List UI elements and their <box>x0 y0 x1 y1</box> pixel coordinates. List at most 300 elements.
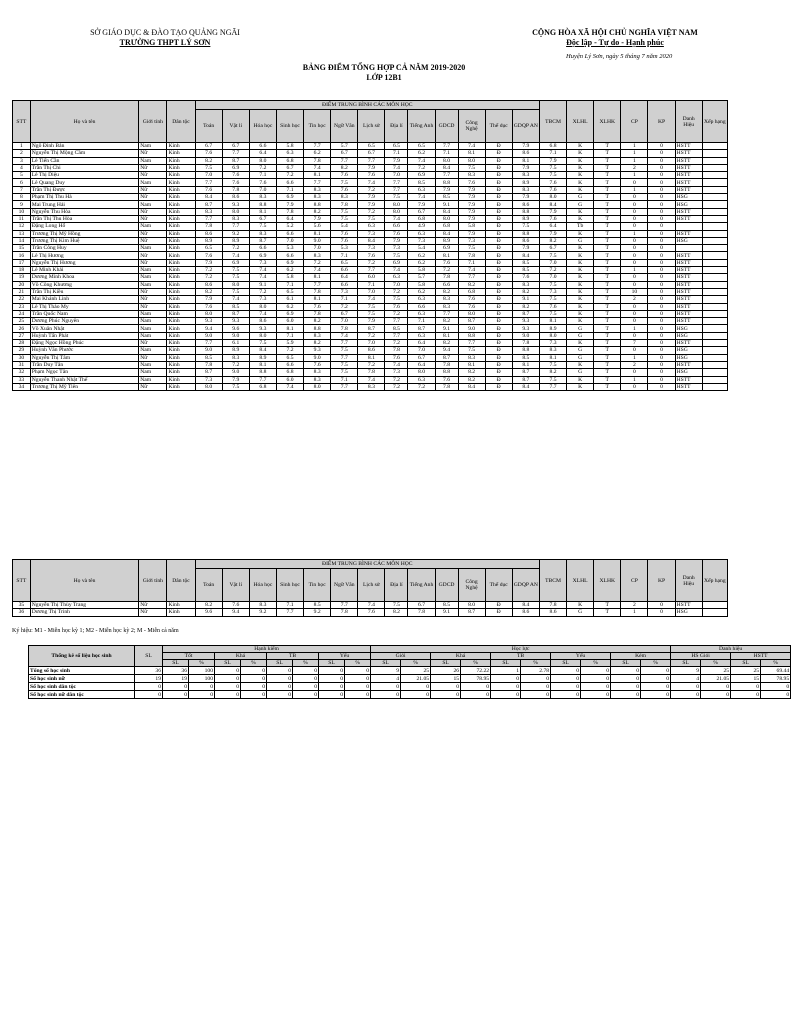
student-cell: 7.5 <box>385 194 408 201</box>
student-cell: 7.4 <box>385 361 408 368</box>
student-cell: 8.3 <box>358 383 385 390</box>
student-cell: 8.1 <box>512 157 539 164</box>
student-cell: 8.4 <box>512 383 539 390</box>
student-cell: HSG <box>675 201 702 208</box>
student-cell: 33 <box>13 376 31 383</box>
student-cell: K <box>567 310 594 317</box>
student-cell: 6.3 <box>408 186 435 193</box>
student-cell: 6.7 <box>222 143 249 150</box>
student-cell: Trần Công Huy <box>30 245 139 252</box>
stats-cell: 36 <box>135 667 163 675</box>
student-cell: 8.4 <box>435 230 458 237</box>
student-cell: 7.9 <box>458 201 485 208</box>
student-cell <box>675 223 702 230</box>
student-cell: 8.3 <box>435 296 458 303</box>
student-row <box>13 201 728 208</box>
stats-cell: 0 <box>521 683 551 691</box>
student-cell: 9.1 <box>512 296 539 303</box>
stats-cell: 0 <box>701 683 731 691</box>
student-cell: 7.1 <box>331 376 358 383</box>
student-cell: 7.7 <box>458 340 485 347</box>
student-cell: HSTT <box>675 179 702 186</box>
student-cell: 0 <box>621 318 648 325</box>
student-cell: Nguyễn Thanh Nhật Thế <box>30 376 139 383</box>
student-cell: 8.6 <box>512 237 539 244</box>
stats-cell: 0 <box>345 691 371 699</box>
student-cell: T <box>594 150 621 157</box>
student-cell <box>702 179 727 186</box>
student-cell: 8.9 <box>195 237 222 244</box>
student-cell: 7.5 <box>385 602 408 609</box>
student-cell: 29 <box>13 347 31 354</box>
student-cell: 6.2 <box>276 267 303 274</box>
student-row <box>13 347 728 354</box>
student-row <box>13 237 728 244</box>
student-cell: 7.6 <box>331 230 358 237</box>
student-cell: Nam <box>139 369 167 376</box>
stats-cell: 0 <box>241 691 267 699</box>
student-cell: 7.7 <box>435 143 458 150</box>
stats-cell: 69.44 <box>761 667 791 675</box>
student-cell: 8.8 <box>435 179 458 186</box>
student-cell: 6.5 <box>276 288 303 295</box>
student-cell: 9.3 <box>512 318 539 325</box>
student-cell: 5 <box>13 172 31 179</box>
student-cell: 7.5 <box>222 383 249 390</box>
student-cell: 8.5 <box>435 602 458 609</box>
student-cell: 7.4 <box>385 164 408 171</box>
student-cell: 17 <box>13 259 31 266</box>
student-cell: 3 <box>13 157 31 164</box>
student-cell: 8.2 <box>195 602 222 609</box>
student-cell: T <box>594 376 621 383</box>
student-cell: 8.0 <box>195 310 222 317</box>
student-cell: 7 <box>13 186 31 193</box>
col-subject: Tiếng Anh <box>408 569 435 602</box>
student-cell: 7.7 <box>331 602 358 609</box>
stats-category: HSTT <box>731 653 791 660</box>
student-cell: Đ <box>485 201 512 208</box>
student-cell <box>702 347 727 354</box>
student-cell: 5.3 <box>276 245 303 252</box>
student-cell: 7.8 <box>435 274 458 281</box>
student-cell: 7.5 <box>539 164 566 171</box>
student-cell: 36 <box>13 609 31 616</box>
student-cell: 1 <box>621 186 648 193</box>
col-subject: Vật lí <box>222 569 249 602</box>
student-cell: 6.0 <box>276 376 303 383</box>
student-cell: 7.8 <box>195 223 222 230</box>
stats-category: Yếu <box>319 653 371 660</box>
student-cell: 0 <box>621 347 648 354</box>
student-cell <box>702 340 727 347</box>
student-cell: 7.2 <box>249 288 276 295</box>
student-cell: K <box>567 259 594 266</box>
student-cell: Đ <box>485 318 512 325</box>
student-cell: 8.4 <box>458 383 485 390</box>
student-cell: 7.6 <box>358 252 385 259</box>
student-cell: G <box>567 609 594 616</box>
student-cell: 8.3 <box>195 208 222 215</box>
student-cell: 7.6 <box>358 172 385 179</box>
student-cell: 8.6 <box>195 281 222 288</box>
student-cell: 6.3 <box>408 376 435 383</box>
student-cell: 7.0 <box>331 318 358 325</box>
student-cell: 6.4 <box>408 361 435 368</box>
col-subject: Địa lí <box>385 110 408 143</box>
student-cell: K <box>567 376 594 383</box>
student-cell: 8.7 <box>249 237 276 244</box>
col-subject: Tin học <box>304 569 331 602</box>
student-cell: HSG <box>675 325 702 332</box>
student-cell: 7.5 <box>458 245 485 252</box>
student-cell: Đ <box>485 194 512 201</box>
stats-cell: 0 <box>551 667 581 675</box>
student-cell: 1 <box>13 143 31 150</box>
student-cell: 8.5 <box>222 303 249 310</box>
student-row <box>13 602 728 609</box>
student-cell: 6.6 <box>249 143 276 150</box>
col-xlhk: XLHK <box>594 101 621 143</box>
student-cell: 6.4 <box>539 223 566 230</box>
student-cell: 9.0 <box>195 332 222 339</box>
student-cell: 7.5 <box>331 179 358 186</box>
student-cell: Trần Thị Thu Hòa <box>30 215 139 222</box>
student-cell: T <box>594 332 621 339</box>
student-cell: 7.9 <box>408 201 435 208</box>
stats-cell: 0 <box>215 691 241 699</box>
student-cell: Kinh <box>167 267 195 274</box>
student-cell: T <box>594 208 621 215</box>
student-cell <box>702 245 727 252</box>
student-cell: HSTT <box>675 318 702 325</box>
student-cell: 7.0 <box>195 172 222 179</box>
student-cell: 8.0 <box>222 281 249 288</box>
stats-cell: 0 <box>581 667 611 675</box>
student-cell: 8.3 <box>512 281 539 288</box>
student-row <box>13 281 728 288</box>
student-cell: Kinh <box>167 201 195 208</box>
student-cell: Đ <box>485 361 512 368</box>
student-cell: 2 <box>621 296 648 303</box>
student-cell: 7.6 <box>195 252 222 259</box>
stats-cell: 0 <box>189 683 215 691</box>
student-cell: Kinh <box>167 172 195 179</box>
stats-cell: 0 <box>761 691 791 699</box>
student-cell: 7.4 <box>331 332 358 339</box>
student-cell: T <box>594 361 621 368</box>
student-cell: 8.4 <box>249 347 276 354</box>
student-cell: 0 <box>648 143 675 150</box>
student-cell: Nam <box>139 201 167 208</box>
student-cell: HSTT <box>675 383 702 390</box>
student-row <box>13 179 728 186</box>
student-cell: 7.2 <box>222 245 249 252</box>
student-cell: 1 <box>621 172 648 179</box>
student-cell: 8.1 <box>435 252 458 259</box>
student-cell: 1 <box>621 354 648 361</box>
stats-cell: 0 <box>431 691 461 699</box>
student-cell: 0 <box>648 252 675 259</box>
student-cell: 7.9 <box>458 194 485 201</box>
student-cell: 0 <box>621 369 648 376</box>
student-cell: K <box>567 296 594 303</box>
student-cell: Nữ <box>139 252 167 259</box>
student-cell: 8.6 <box>512 201 539 208</box>
student-cell: 7.1 <box>331 296 358 303</box>
stats-subheader: SL <box>731 660 761 667</box>
student-cell: 7.6 <box>385 303 408 310</box>
student-cell: 6.6 <box>408 303 435 310</box>
student-cell: Nữ <box>139 354 167 361</box>
student-cell: K <box>567 602 594 609</box>
student-cell: Kinh <box>167 602 195 609</box>
student-cell: G <box>567 347 594 354</box>
student-cell: HSTT <box>675 303 702 310</box>
stats-cell: 19 <box>135 675 163 683</box>
student-cell <box>702 267 727 274</box>
student-cell: 7.5 <box>539 376 566 383</box>
stats-subheader: SL <box>215 660 241 667</box>
student-cell: Kinh <box>167 369 195 376</box>
student-cell: K <box>567 143 594 150</box>
student-cell: Kinh <box>167 252 195 259</box>
student-cell: Nam <box>139 223 167 230</box>
student-cell: 0 <box>621 252 648 259</box>
col-ethnic: Dân tộc <box>167 560 195 602</box>
stats-cell: 2.78 <box>521 667 551 675</box>
stats-cell: 9 <box>371 667 401 675</box>
stats-cell: 0 <box>267 667 293 675</box>
student-cell: Đ <box>485 186 512 193</box>
student-cell: T <box>594 288 621 295</box>
student-cell: 7.4 <box>385 215 408 222</box>
col-stt: STT <box>13 560 31 602</box>
student-cell: Lê Minh Khải <box>30 267 139 274</box>
student-cell: K <box>567 303 594 310</box>
student-cell: 9.6 <box>222 325 249 332</box>
stats-subheader: SL <box>371 660 401 667</box>
student-cell: Nữ <box>139 150 167 157</box>
student-cell: 7.6 <box>222 172 249 179</box>
student-cell: 2 <box>13 150 31 157</box>
student-cell: 7.9 <box>358 164 385 171</box>
student-row <box>13 288 728 295</box>
student-row <box>13 383 728 390</box>
student-cell: 9.0 <box>458 325 485 332</box>
col-gender: Giới tính <box>139 101 167 143</box>
student-cell: 7.8 <box>435 383 458 390</box>
student-cell: 7.5 <box>539 310 566 317</box>
stats-title: Thống kê số liệu học sinh <box>29 646 135 667</box>
student-cell: G <box>567 354 594 361</box>
student-cell: Trần Quốc Nam <box>30 310 139 317</box>
student-cell: Đ <box>485 288 512 295</box>
student-cell: 0 <box>648 296 675 303</box>
student-cell: 7.2 <box>385 340 408 347</box>
student-cell: 7.2 <box>304 259 331 266</box>
student-cell: 5.6 <box>304 223 331 230</box>
student-cell: Đ <box>485 376 512 383</box>
student-cell: 8.3 <box>304 376 331 383</box>
student-cell: 8.9 <box>222 237 249 244</box>
student-cell: 6.6 <box>331 267 358 274</box>
student-cell: 0 <box>648 164 675 171</box>
student-cell: HSTT <box>675 310 702 317</box>
student-cell: 6 <box>13 179 31 186</box>
student-cell: 8.0 <box>458 310 485 317</box>
student-cell: 7.8 <box>222 186 249 193</box>
student-cell: 8.3 <box>331 194 358 201</box>
student-cell: 5.2 <box>276 223 303 230</box>
student-cell: Huỳnh Tấn Phát <box>30 332 139 339</box>
col-danhhieu: Danh Hiệu <box>675 101 702 143</box>
student-cell: 7.3 <box>539 288 566 295</box>
student-cell: Nữ <box>139 208 167 215</box>
stats-subheader: SL <box>671 660 701 667</box>
student-cell: 8.7 <box>195 369 222 376</box>
student-cell: Nam <box>139 245 167 252</box>
stats-cell: 0 <box>241 667 267 675</box>
student-cell: 7.5 <box>249 340 276 347</box>
student-cell: 6.6 <box>435 281 458 288</box>
stats-cell: 0 <box>551 691 581 699</box>
col-tbcm: TBCM <box>539 101 566 143</box>
col-subject: GDCD <box>435 110 458 143</box>
student-cell: 8.1 <box>276 325 303 332</box>
student-cell: 7.7 <box>385 318 408 325</box>
student-cell: G <box>567 369 594 376</box>
student-cell: Kinh <box>167 143 195 150</box>
student-cell: Kinh <box>167 179 195 186</box>
student-cell: 7.3 <box>249 259 276 266</box>
stats-subheader: % <box>401 660 431 667</box>
student-cell: Nam <box>139 325 167 332</box>
stats-cell: 0 <box>371 691 401 699</box>
student-cell: 8.6 <box>539 609 566 616</box>
stats-subheader: SL <box>163 660 189 667</box>
student-cell: 0 <box>648 288 675 295</box>
col-group-subjects: ĐIỂM TRUNG BÌNH CÁC MÔN HỌC <box>195 560 539 569</box>
student-cell: 7.4 <box>304 267 331 274</box>
student-cell: 0 <box>621 332 648 339</box>
nation-name: CỘNG HÒA XÃ HỘI CHỦ NGHĨA VIỆT NAM <box>532 28 698 37</box>
school-name: TRƯỜNG THPT LÝ SƠN <box>119 38 211 47</box>
student-cell: K <box>567 252 594 259</box>
stats-cell: 0 <box>551 683 581 691</box>
student-cell: 8.8 <box>512 208 539 215</box>
student-row <box>13 150 728 157</box>
stats-cell: 25 <box>701 667 731 675</box>
student-cell: 7.8 <box>276 208 303 215</box>
student-cell: 0 <box>648 230 675 237</box>
student-cell: 8.6 <box>512 150 539 157</box>
student-cell: 6.3 <box>408 310 435 317</box>
student-cell: T <box>594 252 621 259</box>
student-cell: 26 <box>13 325 31 332</box>
student-cell: 7.1 <box>385 150 408 157</box>
student-cell: 0 <box>648 303 675 310</box>
stats-subheader: SL <box>551 660 581 667</box>
student-cell: 7.9 <box>539 230 566 237</box>
student-cell: 0 <box>648 602 675 609</box>
student-cell: Đ <box>485 325 512 332</box>
student-cell: 7.7 <box>222 150 249 157</box>
student-cell: 8.3 <box>304 332 331 339</box>
student-cell: 7.1 <box>539 150 566 157</box>
student-cell: 0 <box>621 259 648 266</box>
student-cell: 7.8 <box>408 609 435 616</box>
student-cell: 6.3 <box>358 223 385 230</box>
col-subject: GDQP AN <box>512 569 539 602</box>
student-row <box>13 164 728 171</box>
stats-cell: 100 <box>189 667 215 675</box>
student-cell: 8.1 <box>539 318 566 325</box>
stats-cell: 0 <box>215 683 241 691</box>
stats-cell: 0 <box>581 675 611 683</box>
student-cell: 7.9 <box>358 194 385 201</box>
student-cell: K <box>567 274 594 281</box>
student-cell: K <box>567 340 594 347</box>
student-cell: 7.5 <box>512 223 539 230</box>
student-cell: Đ <box>485 354 512 361</box>
student-cell: 8.2 <box>304 340 331 347</box>
stats-subheader: SL <box>491 660 521 667</box>
student-cell <box>702 186 727 193</box>
student-cell: Đ <box>485 340 512 347</box>
student-cell: T <box>594 237 621 244</box>
stats-cell: 0 <box>267 683 293 691</box>
col-ethnic: Dân tộc <box>167 101 195 143</box>
student-row <box>13 376 728 383</box>
student-cell: 8.7 <box>222 157 249 164</box>
student-cell: K <box>567 288 594 295</box>
student-cell: HSTT <box>675 208 702 215</box>
col-subject: Toán <box>195 110 222 143</box>
student-cell: 7.0 <box>304 245 331 252</box>
student-cell: 8.9 <box>512 179 539 186</box>
student-cell: Mai Trung Hải <box>30 201 139 208</box>
student-row <box>13 223 728 230</box>
student-cell: 8.3 <box>512 172 539 179</box>
department-header <box>70 28 260 48</box>
stats-cell: 0 <box>215 675 241 683</box>
student-cell: 6.4 <box>276 215 303 222</box>
student-row <box>13 609 728 616</box>
student-cell: 0 <box>648 383 675 390</box>
student-cell <box>702 259 727 266</box>
student-cell: 8.1 <box>458 361 485 368</box>
student-cell: 7.3 <box>249 296 276 303</box>
student-cell: 7.6 <box>539 186 566 193</box>
student-cell: Nữ <box>139 609 167 616</box>
stats-cell: 0 <box>345 667 371 675</box>
student-cell: 7.7 <box>385 332 408 339</box>
student-cell: 8.0 <box>249 303 276 310</box>
student-cell: 7.4 <box>358 602 385 609</box>
stats-row <box>29 667 791 675</box>
student-cell: 8.1 <box>458 150 485 157</box>
student-cell: Nữ <box>139 383 167 390</box>
col-subject: GDCD <box>435 569 458 602</box>
col-name: Họ và tên <box>30 560 139 602</box>
student-cell: 8.3 <box>435 303 458 310</box>
student-cell: HSTT <box>675 186 702 193</box>
student-cell: Đ <box>485 369 512 376</box>
student-cell: 6.6 <box>276 361 303 368</box>
student-cell: 7.8 <box>512 340 539 347</box>
stats-category: TB <box>491 653 551 660</box>
